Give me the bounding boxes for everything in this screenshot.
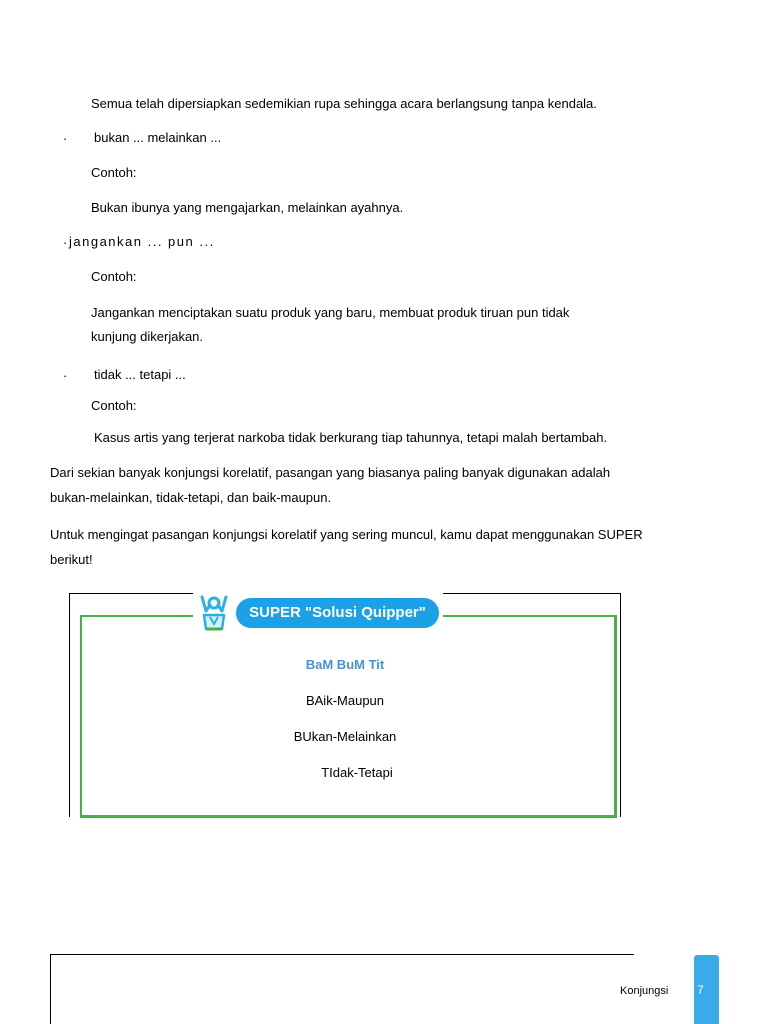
contoh-label: Contoh:: [91, 165, 137, 180]
paragraph-intro-line1: Untuk mengingat pasangan konjungsi korelatif yang sering muncul, kamu dapat menggunakan SUPER: [50, 527, 643, 542]
mnemonic-item-bukan-melainkan: BUkan-Melainkan: [293, 729, 397, 744]
bullet-marker: ·: [63, 131, 68, 146]
example-jangankan-line1: Jangankan menciptakan suatu produk yang baru, membuat produk tiruan pun tidak: [91, 305, 570, 320]
contoh-label: Contoh:: [91, 269, 137, 284]
example-bukan: Bukan ibunya yang mengajarkan, melainkan ayahnya.: [91, 200, 404, 215]
example-tidak: Kasus artis yang terjerat narkoba tidak berkurang tiap tahunnya, tetapi malah bertambah.: [94, 430, 608, 445]
bullet-marker: ·: [63, 235, 68, 250]
pattern-jangankan-pun: jangankan ... pun ...: [69, 234, 215, 249]
super-badge-label: SUPER "Solusi Quipper": [236, 598, 439, 628]
pattern-bukan-melainkan: bukan ... melainkan ...: [94, 130, 222, 145]
paragraph-summary-line2: bukan-melainkan, tidak-tetapi, dan baik-maupun.: [50, 490, 332, 505]
super-tip-box: [69, 593, 621, 817]
sentence-example-1: Semua telah dipersiapkan sedemikian rupa sehingga acara berlangsung tanpa kendala.: [91, 96, 597, 111]
quipper-mascot-icon: [196, 593, 236, 635]
contoh-label: Contoh:: [91, 398, 137, 413]
paragraph-intro-line2: berikut!: [50, 552, 93, 567]
paragraph-summary-line1: Dari sekian banyak konjungsi korelatif, pasangan yang biasanya paling banyak digunakan adalah: [50, 465, 611, 480]
mnemonic-title: BaM BuM Tit: [305, 657, 385, 672]
footer-border: [50, 954, 51, 1024]
pattern-tidak-tetapi: tidak ... tetapi ...: [94, 367, 186, 382]
footer-chapter-label: Konjungsi: [620, 985, 669, 997]
footer-border: [50, 954, 634, 955]
mnemonic-item-baik-maupun: BAik-Maupun: [305, 693, 385, 708]
example-jangankan-line2: kunjung dikerjakan.: [91, 329, 204, 344]
page-number: 7: [697, 983, 704, 997]
super-badge: [193, 593, 443, 637]
box-green-frame: [80, 615, 617, 818]
mnemonic-item-tidak-tetapi: TIdak-Tetapi: [321, 765, 393, 780]
bullet-marker: ·: [63, 368, 68, 383]
